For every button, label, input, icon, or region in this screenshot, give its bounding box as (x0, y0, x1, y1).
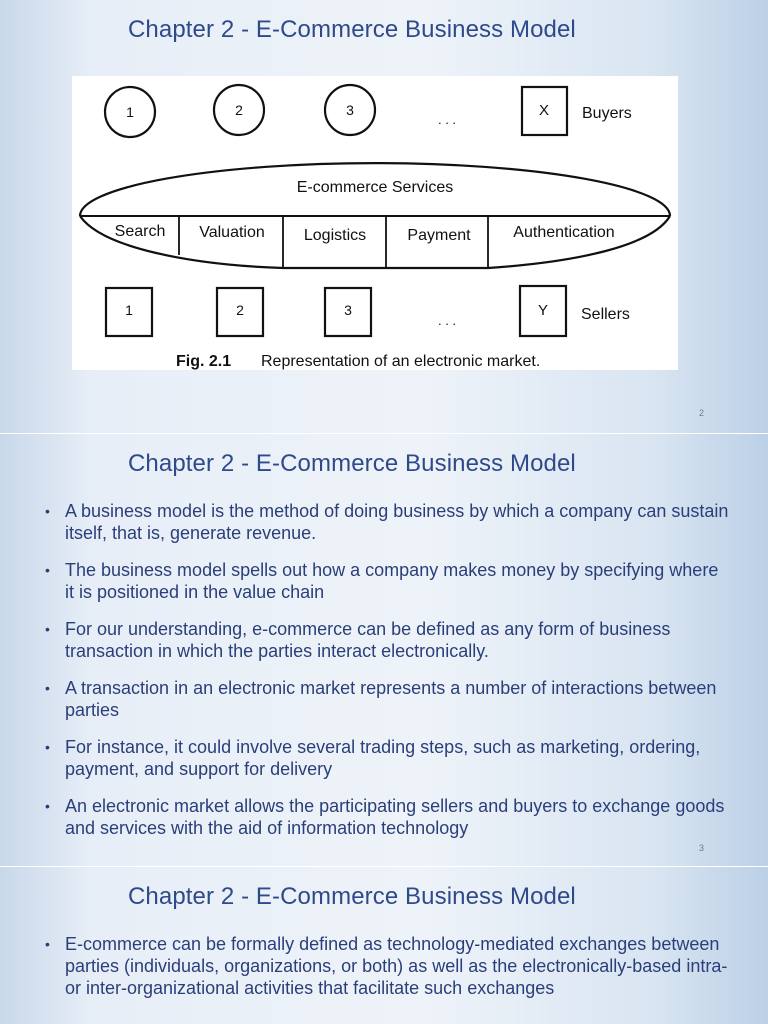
bullet-item (42, 500, 732, 544)
slide-number: 3 (698, 843, 704, 853)
services-title: E-commerce Services (296, 179, 454, 196)
seller-2-label: 2 (236, 302, 244, 318)
bullet-glyph: • (45, 503, 50, 519)
seller-y-label: Y (537, 302, 549, 319)
service-payment: Payment (407, 227, 471, 244)
bullet-item (42, 559, 732, 603)
slide-3 (0, 433, 768, 866)
figure-caption-number: Fig. 2.1 (176, 353, 232, 370)
bullet-list (42, 500, 732, 854)
bullet-text: For our understanding, e-commerce can be defined as any form of business transaction in which the parties interact electronically. (65, 619, 671, 661)
sellers-ellipsis: . . . (437, 313, 457, 328)
bullet-text: For instance, it could involve several trading steps, such as marketing, ordering, payment, and support for delivery (65, 737, 701, 779)
bullet-glyph: • (45, 621, 50, 637)
service-valuation: Valuation (199, 224, 265, 241)
buyers-ellipsis: . . . (437, 112, 457, 127)
bullet-glyph: • (45, 936, 50, 952)
bullet-glyph: • (45, 798, 50, 814)
bullet-item (42, 736, 732, 780)
seller-1-label: 1 (125, 302, 133, 318)
slide-title: Chapter 2 - E-Commerce Business Model (128, 450, 576, 477)
bullet-text: A business model is the method of doing business by which a company can sustain itself, that is, generate revenue. (65, 501, 729, 543)
slide-number: 2 (698, 408, 704, 418)
buyers-label: Buyers (582, 105, 632, 122)
bullet-glyph: • (45, 680, 50, 696)
slide-2 (0, 0, 768, 433)
seller-3-label: 3 (344, 302, 352, 318)
bullet-item (42, 618, 732, 662)
bullet-text: The business model spells out how a company makes money by specifying where it is positioned in the value chain (65, 560, 719, 602)
bullet-list (42, 933, 732, 1014)
buyer-2-label: 2 (235, 102, 243, 118)
service-logistics: Logistics (303, 227, 367, 244)
electronic-market-figure (72, 76, 678, 370)
slide-title: Chapter 2 - E-Commerce Business Model (128, 16, 576, 43)
slide-title: Chapter 2 - E-Commerce Business Model (128, 883, 576, 910)
bullet-text: An electronic market allows the participating sellers and buyers to exchange goods and services with the aid of information technology (65, 796, 725, 838)
figure-caption: Representation of an electronic market. (261, 353, 541, 370)
buyer-x-label: X (538, 102, 550, 119)
slide-4 (0, 866, 768, 1024)
buyer-1-label: 1 (126, 104, 134, 120)
bullet-glyph: • (45, 562, 50, 578)
sellers-label: Sellers (581, 306, 630, 323)
bullet-item (42, 933, 732, 999)
bullet-text: E-commerce can be formally defined as technology-mediated exchanges between parties (individuals, organizations, or both) as well as the electronically-based intra- or inter-organizational activities that facilitate such exchanges (65, 934, 728, 998)
service-search: Search (114, 223, 166, 240)
electronic-market-diagram (72, 76, 678, 370)
service-authentication: Authentication (513, 224, 615, 241)
bullet-glyph: • (45, 739, 50, 755)
bullet-text: A transaction in an electronic market represents a number of interactions between parties (65, 678, 717, 720)
buyer-3-label: 3 (346, 102, 354, 118)
bullet-item (42, 795, 732, 839)
bullet-item (42, 677, 732, 721)
